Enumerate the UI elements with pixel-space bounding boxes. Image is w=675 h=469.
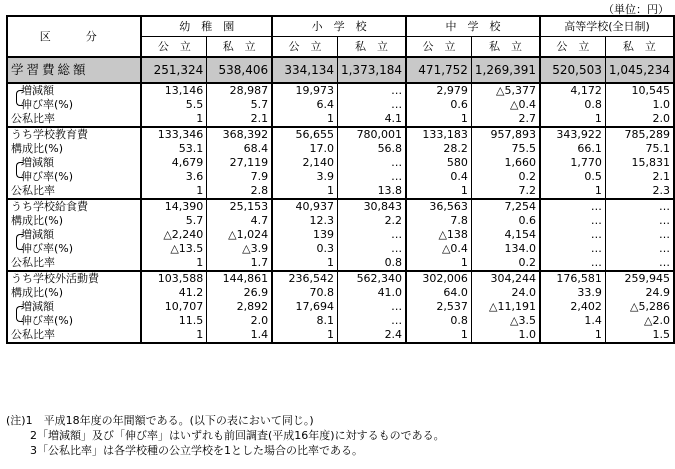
table-cell: 1 [141,184,206,199]
table-cell: 0.3 [272,242,337,256]
row-label-text: うち学校給食費 [11,200,88,213]
table-cell: 2.4 [337,328,406,343]
table-cell: 14,390 [141,199,206,214]
table-cell: 2,979 [406,83,471,98]
table-cell: 1 [141,328,206,343]
table-cell: … [605,214,674,228]
table-cell: 2,402 [540,300,605,314]
table-row [7,228,674,242]
bracket-mark [11,228,21,242]
unit-label: （単位：円） [603,3,669,16]
table-cell: 2.1 [207,112,272,127]
table-cell: 25,153 [207,199,272,214]
row-label-text: うち学校教育費 [11,128,88,141]
table-cell: … [337,300,406,314]
row-label [7,286,141,300]
table-cell: … [337,156,406,170]
table-cell: 6.4 [272,98,337,112]
table-cell: 0.2 [471,170,540,184]
row-label [7,328,141,343]
row-label [7,184,141,199]
table-row [7,170,674,184]
table-cell: 1.0 [605,98,674,112]
table-cell: △0.4 [406,242,471,256]
table-cell: △13.5 [141,242,206,256]
table-cell: … [605,242,674,256]
table-cell: 0.8 [540,98,605,112]
table-cell: 1,770 [540,156,605,170]
total-value: 520,503 [540,57,605,83]
table-cell: 19,973 [272,83,337,98]
row-label-text: 増減額 [21,84,54,97]
table-cell: 0.4 [406,170,471,184]
row-label [7,83,141,98]
table-row [7,300,674,314]
table-cell: 1 [141,112,206,127]
total-value: 251,324 [141,57,206,83]
row-label-text: 構成比(%) [11,142,64,155]
row-label [7,228,141,242]
table-cell: 13,146 [141,83,206,98]
header-sub-2: 公 立 [272,37,337,58]
table-cell: 1 [272,184,337,199]
table-cell: 343,922 [540,127,605,142]
table-cell: 7.2 [471,184,540,199]
notes [6,413,445,458]
table-cell: 0.8 [337,256,406,271]
table-cell: 41.0 [337,286,406,300]
row-label-text: うち学校外活動費 [11,272,99,285]
table-row [7,214,674,228]
table-row [7,112,674,127]
header-kubun: 区 分 [7,16,141,57]
table-row [7,98,674,112]
table-cell: 11.5 [141,314,206,328]
table-cell: … [337,242,406,256]
row-label [7,127,141,142]
bracket-mark [11,156,21,170]
table-row [7,242,674,256]
table-cell: … [337,228,406,242]
table-cell: 144,861 [207,271,272,286]
table-cell: … [605,199,674,214]
table-cell: 1 [406,112,471,127]
row-label-text: 伸び率(%) [21,242,74,255]
table-cell: 302,006 [406,271,471,286]
table-cell: △0.4 [471,98,540,112]
table-cell: △5,377 [471,83,540,98]
table-cell: 304,244 [471,271,540,286]
table-cell: 1 [272,256,337,271]
table-row [7,142,674,156]
table-cell: 259,945 [605,271,674,286]
row-label-text: 伸び率(%) [21,170,74,183]
total-label: 学習費総額 [7,57,141,83]
table-cell: 0.5 [540,170,605,184]
header-sub-6: 公 立 [540,37,605,58]
bracket-mark [11,84,21,98]
table-cell: 17,694 [272,300,337,314]
table-cell: 580 [406,156,471,170]
table-cell: 33.9 [540,286,605,300]
row-label [7,214,141,228]
table-cell: 75.5 [471,142,540,156]
table-cell: … [605,228,674,242]
row-label [7,170,141,184]
table-cell: 2,892 [207,300,272,314]
table-row [7,199,674,214]
table-cell: 1 [406,328,471,343]
table-cell: 133,346 [141,127,206,142]
row-label [7,112,141,127]
table-row [7,328,674,343]
row-label-text: 増減額 [21,228,54,241]
table-cell: 3.6 [141,170,206,184]
row-label [7,199,141,214]
table-cell: 2.3 [605,184,674,199]
table-cell: 36,563 [406,199,471,214]
total-row [7,57,674,83]
table-cell: 40,937 [272,199,337,214]
row-label [7,142,141,156]
table-cell: 562,340 [337,271,406,286]
table-cell: 1.7 [207,256,272,271]
row-label [7,98,141,112]
table-cell: 4,154 [471,228,540,242]
table-cell: 24.9 [605,286,674,300]
note-3: 3「公私比率」は各学校種の公立学校を1とした場合の比率である。 [30,444,363,457]
row-label [7,300,141,314]
table-cell: 41.2 [141,286,206,300]
table-cell: 785,289 [605,127,674,142]
table-cell: 3.9 [272,170,337,184]
header-group-2: 中 学 校 [406,16,540,37]
table-cell: 8.1 [272,314,337,328]
table-cell: 2.0 [207,314,272,328]
table-cell: 4.7 [207,214,272,228]
header-sub-0: 公 立 [141,37,206,58]
row-label-text: 増減額 [21,156,54,169]
header-sub-7: 私 立 [605,37,674,58]
row-label-text: 伸び率(%) [21,98,74,111]
table-row [7,286,674,300]
table-cell: 56,655 [272,127,337,142]
row-label [7,156,141,170]
row-label-text: 公私比率 [11,184,55,197]
row-label-text: 構成比(%) [11,286,64,299]
table-cell: 68.4 [207,142,272,156]
header-group-3: 高等学校(全日制) [540,16,674,37]
header-group-1: 小 学 校 [272,16,406,37]
row-label [7,256,141,271]
table-cell: 2,140 [272,156,337,170]
table-cell: 7.9 [207,170,272,184]
table-cell: 26.9 [207,286,272,300]
table-cell: 1,660 [471,156,540,170]
total-value: 538,406 [207,57,272,83]
header-sub-1: 私 立 [207,37,272,58]
header-row-groups [7,16,674,37]
table-cell: 368,392 [207,127,272,142]
row-label-text: 公私比率 [11,112,55,125]
bracket-mark [11,242,21,256]
table-cell: 70.8 [272,286,337,300]
table-cell: 2.2 [337,214,406,228]
table-cell: △2,240 [141,228,206,242]
bracket-mark [11,170,21,184]
table-row [7,83,674,98]
table-cell: 17.0 [272,142,337,156]
header-sub-3: 私 立 [337,37,406,58]
table-cell: … [337,314,406,328]
table-row [7,184,674,199]
table-cell: 1.4 [207,328,272,343]
header-sub-4: 公 立 [406,37,471,58]
table-row [7,127,674,142]
table-cell: 780,001 [337,127,406,142]
table-cell: … [540,228,605,242]
table-cell: △3.9 [207,242,272,256]
row-label-text: 公私比率 [11,328,55,341]
table-cell: 1 [406,184,471,199]
table-cell: 1.4 [540,314,605,328]
table-cell: 2.0 [605,112,674,127]
note-1: (注)1 平成18年度の年間額である。(以下の表において同じ。) [6,414,314,427]
table-cell: 15,831 [605,156,674,170]
table-cell: △1,024 [207,228,272,242]
bracket-mark [11,314,21,328]
table-cell: 4.1 [337,112,406,127]
table-cell: 10,707 [141,300,206,314]
table-cell: 1.5 [605,328,674,343]
table-cell: 10,545 [605,83,674,98]
header-sub-5: 私 立 [471,37,540,58]
row-label-text: 公私比率 [11,256,55,269]
table-cell: 1 [540,328,605,343]
total-value: 1,045,234 [605,57,674,83]
table-cell: … [540,256,605,271]
table-cell: 2.7 [471,112,540,127]
table-cell: 236,542 [272,271,337,286]
table-cell: 13.8 [337,184,406,199]
table-cell: … [540,242,605,256]
table-cell: 2.8 [207,184,272,199]
table-cell: 134.0 [471,242,540,256]
row-label [7,314,141,328]
header-group-0: 幼 稚 園 [141,16,272,37]
table-cell: 957,893 [471,127,540,142]
table-cell: 1 [272,112,337,127]
table-cell: … [605,256,674,271]
table-cell: 5.5 [141,98,206,112]
table-cell: 139 [272,228,337,242]
row-label-text: 伸び率(%) [21,314,74,327]
table-cell: 24.0 [471,286,540,300]
table-cell: 66.1 [540,142,605,156]
bracket-mark [11,300,21,314]
table-cell: 0.2 [471,256,540,271]
table-cell: 1 [272,328,337,343]
table-cell: 0.6 [471,214,540,228]
table-cell: 5.7 [207,98,272,112]
row-label [7,242,141,256]
table-cell: … [540,214,605,228]
note-2: 2「増減額」及び「伸び率」はいずれも前回調査(平成16年度)に対するものである。 [30,429,445,442]
table-cell: △11,191 [471,300,540,314]
table-cell: 30,843 [337,199,406,214]
table-cell: 1.0 [471,328,540,343]
table-cell: … [337,170,406,184]
table-row [7,256,674,271]
table-cell: 28.2 [406,142,471,156]
row-label-text: 増減額 [21,300,54,313]
table-cell: 2,537 [406,300,471,314]
table-cell: 56.8 [337,142,406,156]
table-cell: … [337,83,406,98]
table-cell: △5,286 [605,300,674,314]
table-cell: 75.1 [605,142,674,156]
table-cell: 1 [540,184,605,199]
table-cell: 5.7 [141,214,206,228]
total-value: 1,269,391 [471,57,540,83]
table-cell: 28,987 [207,83,272,98]
table-cell: 4,172 [540,83,605,98]
table-cell: △138 [406,228,471,242]
table-cell: 176,581 [540,271,605,286]
table-cell: 1 [540,112,605,127]
table-cell: 27,119 [207,156,272,170]
table-cell: 2.1 [605,170,674,184]
table-cell: 53.1 [141,142,206,156]
table-cell: 0.6 [406,98,471,112]
table-cell: 0.8 [406,314,471,328]
bracket-mark [11,98,21,112]
table-cell: △3.5 [471,314,540,328]
table-cell: 133,183 [406,127,471,142]
total-value: 334,134 [272,57,337,83]
table-cell: 1 [141,256,206,271]
table-cell: 103,588 [141,271,206,286]
table-row [7,271,674,286]
row-label [7,271,141,286]
table-cell: … [540,199,605,214]
table-cell: … [337,98,406,112]
total-value: 471,752 [406,57,471,83]
table-cell: 4,679 [141,156,206,170]
table-row [7,314,674,328]
table-cell: 64.0 [406,286,471,300]
table-cell: 7,254 [471,199,540,214]
table-cell: 12.3 [272,214,337,228]
total-value: 1,373,184 [337,57,406,83]
table-cell: 1 [406,256,471,271]
row-label-text: 構成比(%) [11,214,64,227]
table-row [7,156,674,170]
table-cell: 7.8 [406,214,471,228]
table-cell: △2.0 [605,314,674,328]
education-cost-table [6,15,675,344]
